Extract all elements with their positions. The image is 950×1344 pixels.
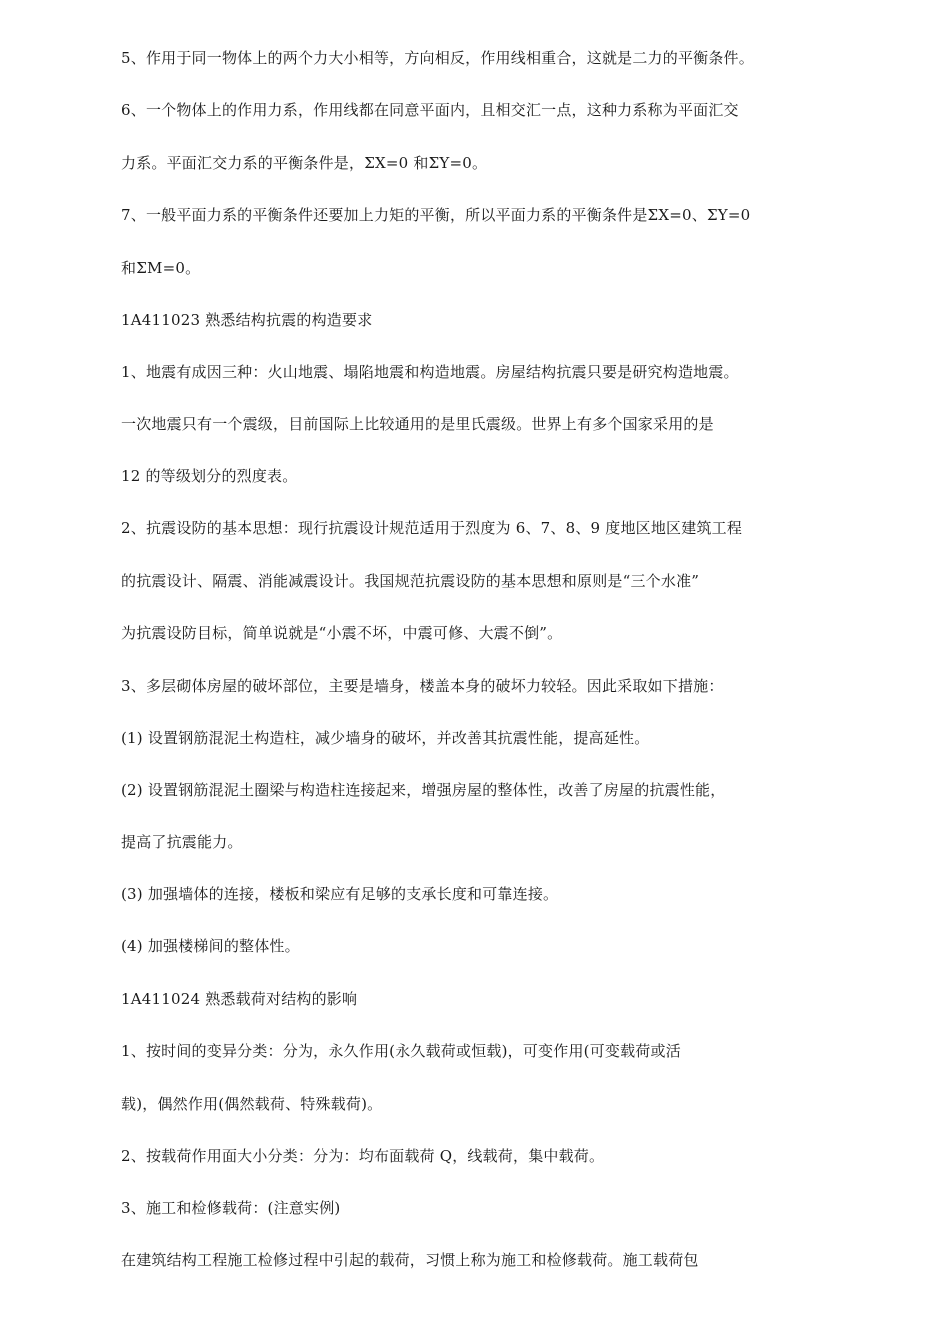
text-line: 提高了抗震能力。	[121, 833, 243, 851]
text-line: 在建筑结构工程施工检修过程中引起的载荷，习惯上称为施工和检修载荷。施工载荷包	[121, 1251, 699, 1269]
text-line: 的抗震设计、隔震、消能减震设计。我国规范抗震设防的基本思想和原则是“三个水准”	[121, 572, 700, 590]
text-line: (2) 设置钢筋混泥土圈梁与构造柱连接起来，增强房屋的整体性，改善了房屋的抗震性能，	[121, 781, 726, 799]
text-line: 1、按时间的变异分类：分为，永久作用(永久载荷或恒载)，可变作用(可变载荷或活	[121, 1042, 681, 1060]
text-line: 2、按载荷作用面大小分类：分为：均布面载荷 Q，线载荷，集中载荷。	[121, 1147, 605, 1165]
text-line: 1、地震有成因三种：火山地震、塌陷地震和构造地震。房屋结构抗震只要是研究构造地震。	[121, 363, 739, 381]
text-line: 6、一个物体上的作用力系，作用线都在同意平面内，且相交汇一点，这种力系称为平面汇交	[121, 101, 739, 119]
text-line: (3) 加强墙体的连接，楼板和梁应有足够的支承长度和可靠连接。	[121, 885, 559, 903]
text-line: 和ΣM=0。	[121, 259, 201, 277]
text-line: 力系。平面汇交力系的平衡条件是，ΣX=0 和ΣY=0。	[121, 154, 488, 172]
text-line: 载)，偶然作用(偶然载荷、特殊载荷)。	[121, 1095, 383, 1113]
section-heading: 1A411023 熟悉结构抗震的构造要求	[121, 311, 373, 329]
text-line: (1) 设置钢筋混泥土构造柱，减少墙身的破坏，并改善其抗震性能，提高延性。	[121, 729, 650, 747]
text-line: (4) 加强楼梯间的整体性。	[121, 937, 300, 955]
text-line: 一次地震只有一个震级，目前国际上比较通用的是里氏震级。世界上有多个国家采用的是	[121, 415, 714, 433]
text-line: 12 的等级划分的烈度表。	[121, 467, 298, 485]
text-line: 7、一般平面力系的平衡条件还要加上力矩的平衡，所以平面力系的平衡条件是ΣX=0、ΣY=0	[121, 206, 751, 224]
text-line: 5、作用于同一物体上的两个力大小相等，方向相反，作用线相重合，这就是二力的平衡条件。	[121, 49, 754, 67]
text-line: 3、施工和检修载荷：(注意实例)	[121, 1199, 341, 1217]
section-heading: 1A411024 熟悉载荷对结构的影响	[121, 990, 358, 1008]
text-line: 3、多层砌体房屋的破坏部位，主要是墙身，楼盖本身的破坏力较轻。因此采取如下措施：	[121, 677, 724, 695]
text-line: 2、抗震设防的基本思想：现行抗震设计规范适用于烈度为 6、7、8、9 度地区地区建筑工程	[121, 519, 743, 537]
text-line: 为抗震设防目标，简单说就是“小震不坏，中震可修、大震不倒”。	[121, 624, 563, 642]
